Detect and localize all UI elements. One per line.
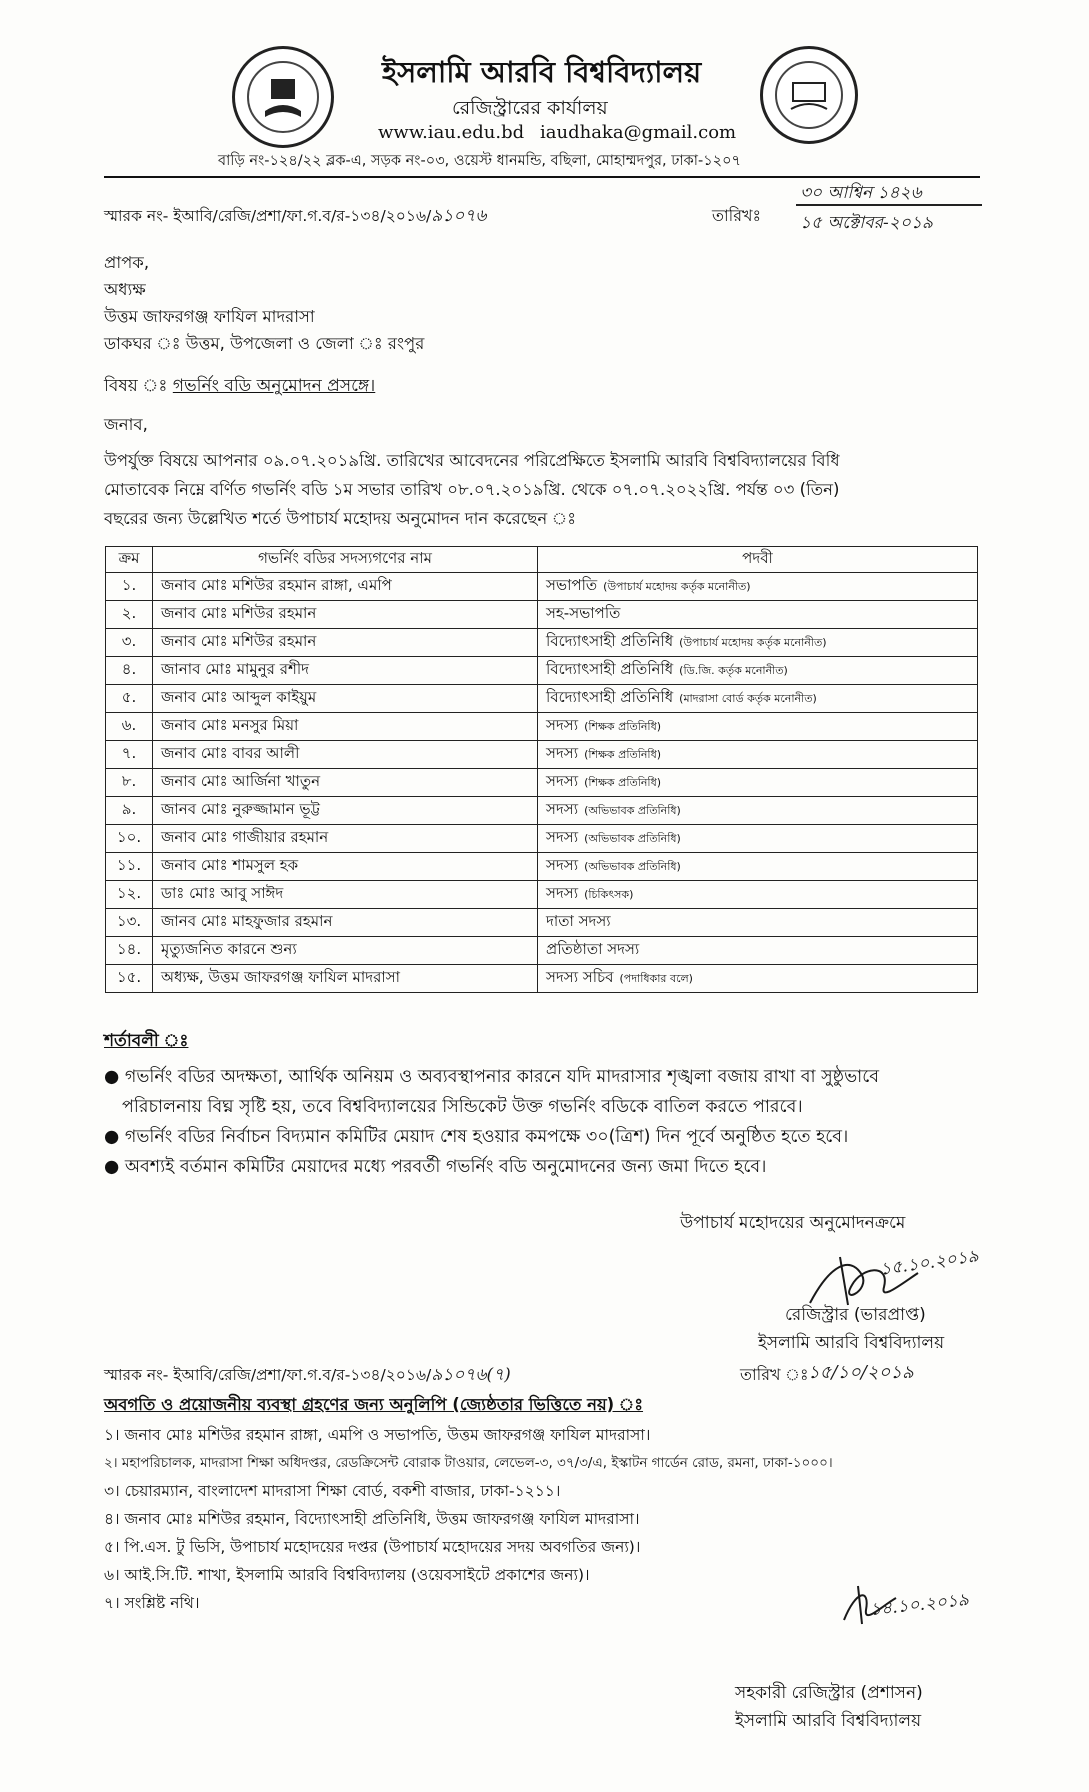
conditions-title: শর্তাবলী ঃ: [104, 1031, 189, 1051]
row-serial: ৫.: [106, 685, 153, 713]
conditions-list: [104, 1062, 994, 1182]
memo-number-hand: ৯১০৭৬: [431, 206, 487, 226]
memo-number: [104, 203, 486, 231]
row-serial: ১৪.: [106, 937, 153, 965]
row-serial: ১.: [106, 573, 153, 601]
table-row: [106, 769, 978, 797]
row-serial: ৬.: [106, 713, 153, 741]
row-member-name: জনাব মোঃ বাবর আলী: [153, 741, 538, 769]
table-row: [106, 741, 978, 769]
row-post: সদস্য: [546, 856, 579, 874]
row-post-cell: [538, 657, 978, 685]
row-post-note: (মাদরাসা বোর্ড কর্তৃক মনোনীত): [679, 692, 817, 705]
row-member-name: মৃত্যুজনিত কারনে শুন্য: [153, 937, 538, 965]
table-row: [106, 713, 978, 741]
row-post-cell: [538, 909, 978, 937]
row-post-note: (উপাচার্য মহোদয় কর্তৃক মনোনীত): [679, 636, 827, 649]
table-header-row: [106, 547, 978, 573]
row-post: বিদ্যোৎসাহী প্রতিনিধি: [546, 632, 674, 650]
row-member-name: জনাব মোঃ মশিউর রহমান: [153, 601, 538, 629]
memo-number-label: স্মারক নং- ইআবি/রেজি/প্রশা/ফা.গ.ব/র-১৩৪/২০১৬/: [104, 207, 432, 225]
row-post-cell: [538, 713, 978, 741]
table-row: [106, 881, 978, 909]
row-post: সভাপতি: [546, 576, 598, 594]
row-serial: ১৫.: [106, 965, 153, 993]
subject-text: গভর্নিং বডি অনুমোদন প্রসঙ্গে।: [172, 376, 376, 396]
row-post: সদস্য: [546, 828, 579, 846]
row-post-cell: [538, 853, 978, 881]
row-post-cell: [538, 629, 978, 657]
signature2-org: ইসলামি আরবি বিশ্ববিদ্যালয়: [735, 1711, 922, 1731]
row-serial: ২.: [106, 601, 153, 629]
row-member-name: জনাব মোঃ মশিউর রহমান রাঙ্গা, এমপি: [153, 573, 538, 601]
row-post-cell: [538, 685, 978, 713]
row-post-note: (অভিভাবক প্রতিনিধি): [584, 832, 681, 845]
body-line: মোতাবেক নিম্নে বর্ণিত গভর্নিং বডি ১ম সভার তারিখ ০৮.০৭.২০১৯খ্রি. থেকে ০৭.০৭.২০২২খ্রি. পর্যন্ত ০৩ (তিন): [104, 480, 840, 499]
signature1-date: ১৫.১০.২০১৯: [878, 1246, 980, 1280]
row-member-name: অধ্যক্ষ, উত্তম জাফরগঞ্জ ফাযিল মাদরাসা: [153, 965, 538, 993]
row-member-name: জনাব মোঃ আর্জিনা খাতুন: [153, 769, 538, 797]
condition-item: ● গভর্নিং বডির অদক্ষতা, আর্থিক অনিয়ম ও অব্যবস্থাপনার কারনে যদি মাদরাসার শৃঙ্খলা বজায় রাখা বা সুষ্ঠুভাবে: [104, 1067, 879, 1087]
recipient-line3: ডাকঘর ঃ উত্তম, উপজেলা ও জেলা ঃ রংপুর: [104, 334, 425, 353]
address: বাড়ি নং-১২৪/২২ ব্লক-এ, সড়ক নং-০৩, ওয়েস্ট ধানমন্ডি, বছিলা, মোহাম্মদপুর, ঢাকা-১২০৭: [218, 153, 741, 169]
row-serial: ৪.: [106, 657, 153, 685]
memo2-number-hand: ৯১০৭৬(৭): [431, 1365, 511, 1385]
row-post-cell: [538, 965, 978, 993]
recipient-line2: উত্তম জাফরগঞ্জ ফাযিল মাদরাসা: [104, 307, 315, 326]
row-serial: ১১.: [106, 853, 153, 881]
memo2-date: ১৫/১০/২০১৯: [808, 1362, 914, 1383]
row-post-note: (শিক্ষক প্রতিনিধি): [584, 748, 662, 761]
row-serial: ৭.: [106, 741, 153, 769]
body-line: উপর্যুক্ত বিষয়ে আপনার ০৯.০৭.২০১৯খ্রি. তারিখের আবেদনের পরিপ্রেক্ষিতে ইসলামি আরবি বিশ্ববিদ্যালয়ের বিধি: [104, 451, 840, 470]
row-post-cell: [538, 797, 978, 825]
row-post: সহ-সভাপতি: [546, 604, 621, 622]
row-post-cell: [538, 881, 978, 909]
body-paragraph: [104, 446, 984, 533]
subject: [104, 373, 375, 401]
row-post: বিদ্যোৎসাহী প্রতিনিধি: [546, 660, 674, 678]
row-post-note: (অভিভাবক প্রতিনিধি): [584, 860, 681, 873]
signature1-title: রেজিস্ট্রার (ভারপ্রাপ্ত): [785, 1305, 926, 1325]
copy-heading: অবগতি ও প্রয়োজনীয় ব্যবস্থা গ্রহণের জন্য অনুলিপি (জ্যেষ্ঠতার ভিত্তিতে নয়) ঃ: [104, 1395, 644, 1414]
row-member-name: জানব মোঃ মাহফুজার রহমান: [153, 909, 538, 937]
row-serial: ৮.: [106, 769, 153, 797]
copy-item: ৭। সংশ্লিষ্ট নথি।: [104, 1594, 200, 1612]
row-member-name: জনাব মোঃ মনসুর মিয়া: [153, 713, 538, 741]
row-post-note: (শিক্ষক প্রতিনিধি): [584, 720, 662, 733]
table-row: [106, 657, 978, 685]
row-post-note: (উপাচার্য মহোদয় কর্তৃক মনোনীত): [603, 580, 751, 593]
seal-logo-icon: [760, 46, 858, 144]
memo-date-label: তারিখঃ: [712, 206, 762, 225]
governing-body-table: [105, 546, 978, 993]
header-serial: ক্রম: [106, 547, 153, 573]
row-post-cell: [538, 937, 978, 965]
table-row: [106, 685, 978, 713]
row-post: সদস্য: [546, 744, 579, 762]
table-row: [106, 937, 978, 965]
copy-item: ৫। পি.এস. টু ভিসি, উপাচার্য মহোদয়ের দপ্তর (উপাচার্য মহোদয়ের সদয় অবগতির জন্য)।: [104, 1538, 641, 1556]
row-post-note: (চিকিৎসক): [584, 888, 634, 901]
table-row: [106, 573, 978, 601]
row-serial: ১২.: [106, 881, 153, 909]
row-post: সদস্য: [546, 772, 579, 790]
row-serial: ১৩.: [106, 909, 153, 937]
row-member-name: জনাব মোঃ মশিউর রহমান: [153, 629, 538, 657]
row-post: সদস্য সচিব: [546, 968, 614, 986]
memo2-number: [104, 1362, 511, 1390]
memo-date-divider: [796, 204, 982, 206]
email-link[interactable]: iaudhaka@gmail.com: [540, 122, 737, 143]
subject-label: বিষয় ঃ: [104, 376, 168, 396]
salutation: জনাব,: [104, 415, 148, 434]
row-post: প্রতিষ্ঠাতা সদস্য: [546, 940, 640, 958]
copy-item: ৩। চেয়ারম্যান, বাংলাদেশ মাদরাসা শিক্ষা বোর্ড, বকশী বাজার, ঢাকা-১২১১।: [104, 1482, 561, 1500]
table-row: [106, 797, 978, 825]
recipient-to: প্রাপক,: [104, 253, 150, 272]
row-post-cell: [538, 741, 978, 769]
header-post: পদবী: [538, 547, 978, 573]
row-post: দাতা সদস্য: [546, 912, 611, 930]
copy-item: ২। মহাপরিচালক, মাদরাসা শিক্ষা অধিদপ্তর, রেডক্রিসেন্ট বোরাক টাওয়ার, লেভেল-৩, ৩৭/৩/এ, ইস্কাটন গার্ডেন রোড, রমনা, ঢাকা-১০০০।: [104, 1455, 833, 1471]
signature2-title: সহকারী রেজিস্ট্রার (প্রশাসন): [735, 1683, 923, 1703]
row-member-name: জনাব মোঃ আব্দুল কাইয়ুম: [153, 685, 538, 713]
row-member-name: জনাব মোঃ গাজীয়ার রহমান: [153, 825, 538, 853]
header-divider: [104, 176, 980, 178]
row-post-note: (ডি.জি. কর্তৃক মনোনীত): [679, 664, 788, 677]
condition-item: ● গভর্নিং বডির নির্বাচন বিদ্যমান কমিটির মেয়াদ শেষ হওয়ার কমপক্ষে ৩০(ত্রিশ) দিন পূর্বে অনুষ্ঠিত হতে হবে।: [104, 1127, 849, 1147]
table-row: [106, 601, 978, 629]
row-post-note: (শিক্ষক প্রতিনিধি): [584, 776, 662, 789]
memo-date-english: ১৫ অক্টোবর-২০১৯: [800, 213, 933, 233]
university-name: ইসলামি আরবি বিশ্ববিদ্যালয়: [382, 55, 702, 89]
copy-item: ৬। আই.সি.টি. শাখা, ইসলামি আরবি বিশ্ববিদ্যালয় (ওয়েবসাইটে প্রকাশের জন্য)।: [104, 1566, 590, 1584]
copy-item: ১। জনাব মোঃ মশিউর রহমান রাঙ্গা, এমপি ও সভাপতি, উত্তম জাফরগঞ্জ ফাযিল মাদরাসা।: [104, 1426, 651, 1444]
row-post: সদস্য: [546, 800, 579, 818]
row-post-cell: [538, 573, 978, 601]
row-post: সদস্য: [546, 884, 579, 902]
row-serial: ৩.: [106, 629, 153, 657]
approval-line: উপাচার্য মহোদয়ের অনুমোদনক্রমে: [680, 1213, 906, 1233]
table-row: [106, 629, 978, 657]
row-member-name: জানাব মোঃ মামুনুর রশীদ: [153, 657, 538, 685]
row-post-note: (পদাধিকার বলে): [619, 972, 693, 985]
row-post-cell: [538, 601, 978, 629]
row-post: বিদ্যোৎসাহী প্রতিনিধি: [546, 688, 674, 706]
condition-item-cont: পরিচালনায় বিঘ্ন সৃষ্টি হয়, তবে বিশ্ববিদ্যালয়ের সিন্ডিকেট উক্ত গভর্নিং বডিকে বাতিল করতে পারবে।: [122, 1097, 803, 1117]
row-member-name: জানব মোঃ নুরুজ্জামান ভূট্ট: [153, 797, 538, 825]
row-post-note: (অভিভাবক প্রতিনিধি): [584, 804, 681, 817]
memo2-date-label: তারিখ ঃ: [740, 1365, 809, 1384]
table-row: [106, 853, 978, 881]
row-serial: ১০.: [106, 825, 153, 853]
signature2-date: ১৪.১০.২০১৯: [869, 1589, 970, 1621]
body-line: বছরের জন্য উল্লেখিত শর্তে উপাচার্য মহোদয় অনুমোদন দান করেছেন ঃ: [104, 509, 576, 528]
row-post-cell: [538, 769, 978, 797]
row-serial: ৯.: [106, 797, 153, 825]
row-member-name: জনাব মোঃ শামসুল হক: [153, 853, 538, 881]
table-row: [106, 965, 978, 993]
header-name: গভর্নিং বডির সদস্যগণের নাম: [153, 547, 538, 573]
row-member-name: ডাঃ মোঃ আবু সাঈদ: [153, 881, 538, 909]
row-post-cell: [538, 825, 978, 853]
table-row: [106, 909, 978, 937]
copy-item: ৪। জনাব মোঃ মশিউর রহমান, বিদ্যোৎসাহী প্রতিনিধি, উত্তম জাফরগঞ্জ ফাযিল মাদরাসা।: [104, 1510, 640, 1528]
office-name: রেজিস্ট্রারের কার্যালয়: [452, 97, 608, 119]
recipient-line1: অধ্যক্ষ: [104, 280, 146, 299]
memo2-number-label: স্মারক নং- ইআবি/রেজি/প্রশা/ফা.গ.ব/র-১৩৪/২০১৬/: [104, 1366, 432, 1384]
row-post: সদস্য: [546, 716, 579, 734]
signature1-org: ইসলামি আরবি বিশ্ববিদ্যালয়: [758, 1333, 945, 1353]
memo-date-bangla: ৩০ আশ্বিন ১৪২৬: [800, 183, 922, 203]
condition-item: ● অবশ্যই বর্তমান কমিটির মেয়াদের মধ্যে পরবর্তী গভর্নিং বডি অনুমোদনের জন্য জমা দিতে হবে।: [104, 1157, 767, 1177]
table-row: [106, 825, 978, 853]
university-logo-icon: [232, 46, 334, 148]
website-link[interactable]: www.iau.edu.bd: [378, 122, 525, 143]
